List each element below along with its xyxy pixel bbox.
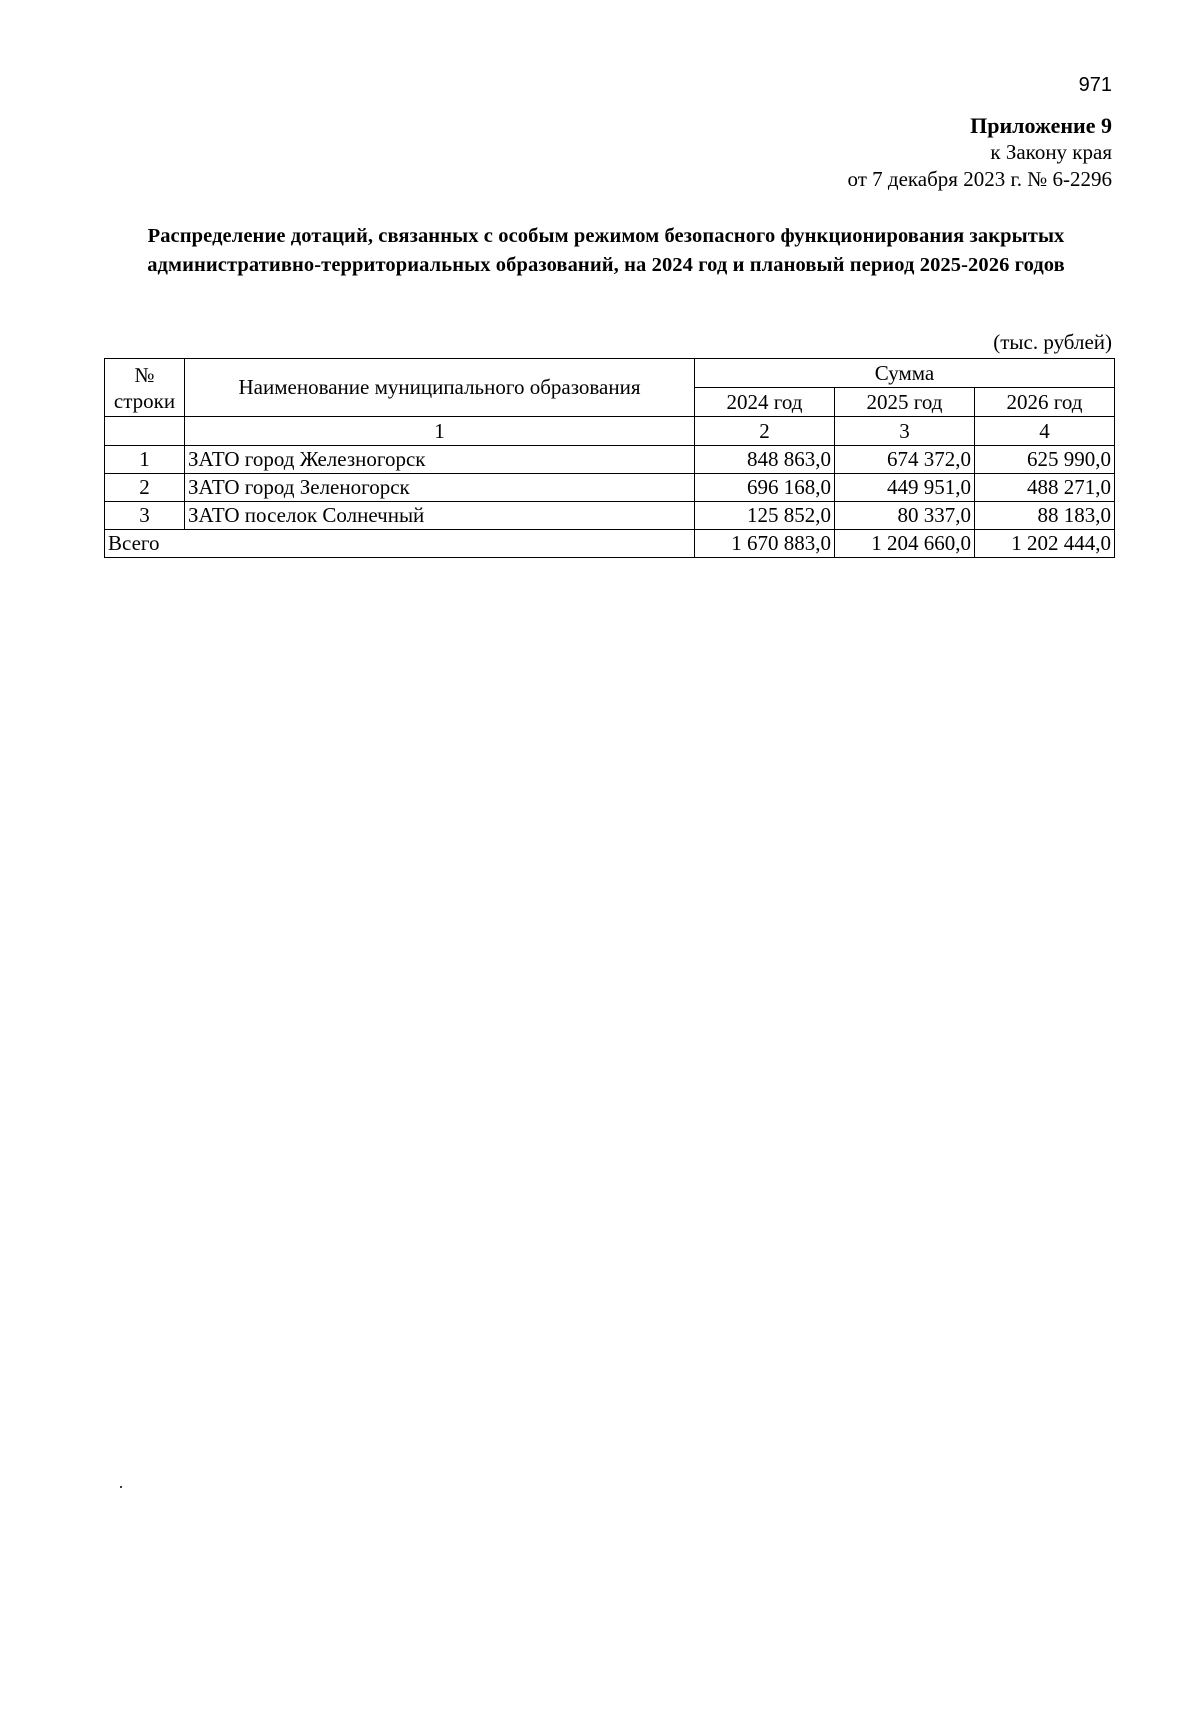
header-sum: Сумма xyxy=(695,359,1115,388)
amount-2024: 848 863,0 xyxy=(695,446,835,474)
header-year-2024: 2024 год xyxy=(695,388,835,417)
column-number-0 xyxy=(105,417,185,446)
amount-2025: 80 337,0 xyxy=(835,502,975,530)
total-2026: 1 202 444,0 xyxy=(975,530,1115,558)
table-row xyxy=(105,474,1115,502)
page-number: 971 xyxy=(1078,74,1112,96)
scan-speck xyxy=(120,1486,122,1488)
column-number-2: 2 xyxy=(695,417,835,446)
subsidies-table xyxy=(104,358,1115,558)
column-number-1: 1 xyxy=(185,417,695,446)
total-2024: 1 670 883,0 xyxy=(695,530,835,558)
total-2025: 1 204 660,0 xyxy=(835,530,975,558)
appendix-title: Приложение 9 xyxy=(970,113,1112,138)
amount-2026: 488 271,0 xyxy=(975,474,1115,502)
column-number-4: 4 xyxy=(975,417,1115,446)
amount-2024: 696 168,0 xyxy=(695,474,835,502)
amount-2025: 449 951,0 xyxy=(835,474,975,502)
table-row xyxy=(105,502,1115,530)
amount-2026: 88 183,0 xyxy=(975,502,1115,530)
row-number: 2 xyxy=(105,474,185,502)
document-title-line-1: Распределение дотаций, связанных с особым режимом безопасного функционирования закрытых xyxy=(147,225,1065,247)
header-municipality-name: Наименование муниципального образования xyxy=(185,359,695,417)
appendix-law-date: от 7 декабря 2023 г. № 6-2296 xyxy=(847,167,1112,191)
header-year-2025: 2025 год xyxy=(835,388,975,417)
units-label: (тыс. рублей) xyxy=(993,330,1112,354)
table-column-numbers-row xyxy=(105,417,1115,446)
appendix-law-ref: к Закону края xyxy=(990,140,1112,164)
table-header-row-1 xyxy=(105,359,1115,388)
amount-2025: 674 372,0 xyxy=(835,446,975,474)
header-year-2026: 2026 год xyxy=(975,388,1115,417)
amount-2026: 625 990,0 xyxy=(975,446,1115,474)
municipality-name: ЗАТО город Железногорск xyxy=(185,446,695,474)
document-title xyxy=(100,222,1112,280)
row-number: 1 xyxy=(105,446,185,474)
document-title-line-2: административно-территориальных образований, на 2024 год и плановый период 2025-2026 годов xyxy=(147,254,1065,276)
amount-2024: 125 852,0 xyxy=(695,502,835,530)
table-row xyxy=(105,446,1115,474)
total-label: Всего xyxy=(105,530,695,558)
municipality-name: ЗАТО поселок Солнечный xyxy=(185,502,695,530)
header-row-number-label: строки xyxy=(113,388,176,413)
header-row-number-symbol: № xyxy=(134,362,155,387)
header-row-number xyxy=(105,359,185,417)
column-number-3: 3 xyxy=(835,417,975,446)
row-number: 3 xyxy=(105,502,185,530)
table-total-row xyxy=(105,530,1115,558)
appendix-block xyxy=(848,112,1112,193)
municipality-name: ЗАТО город Зеленогорск xyxy=(185,474,695,502)
